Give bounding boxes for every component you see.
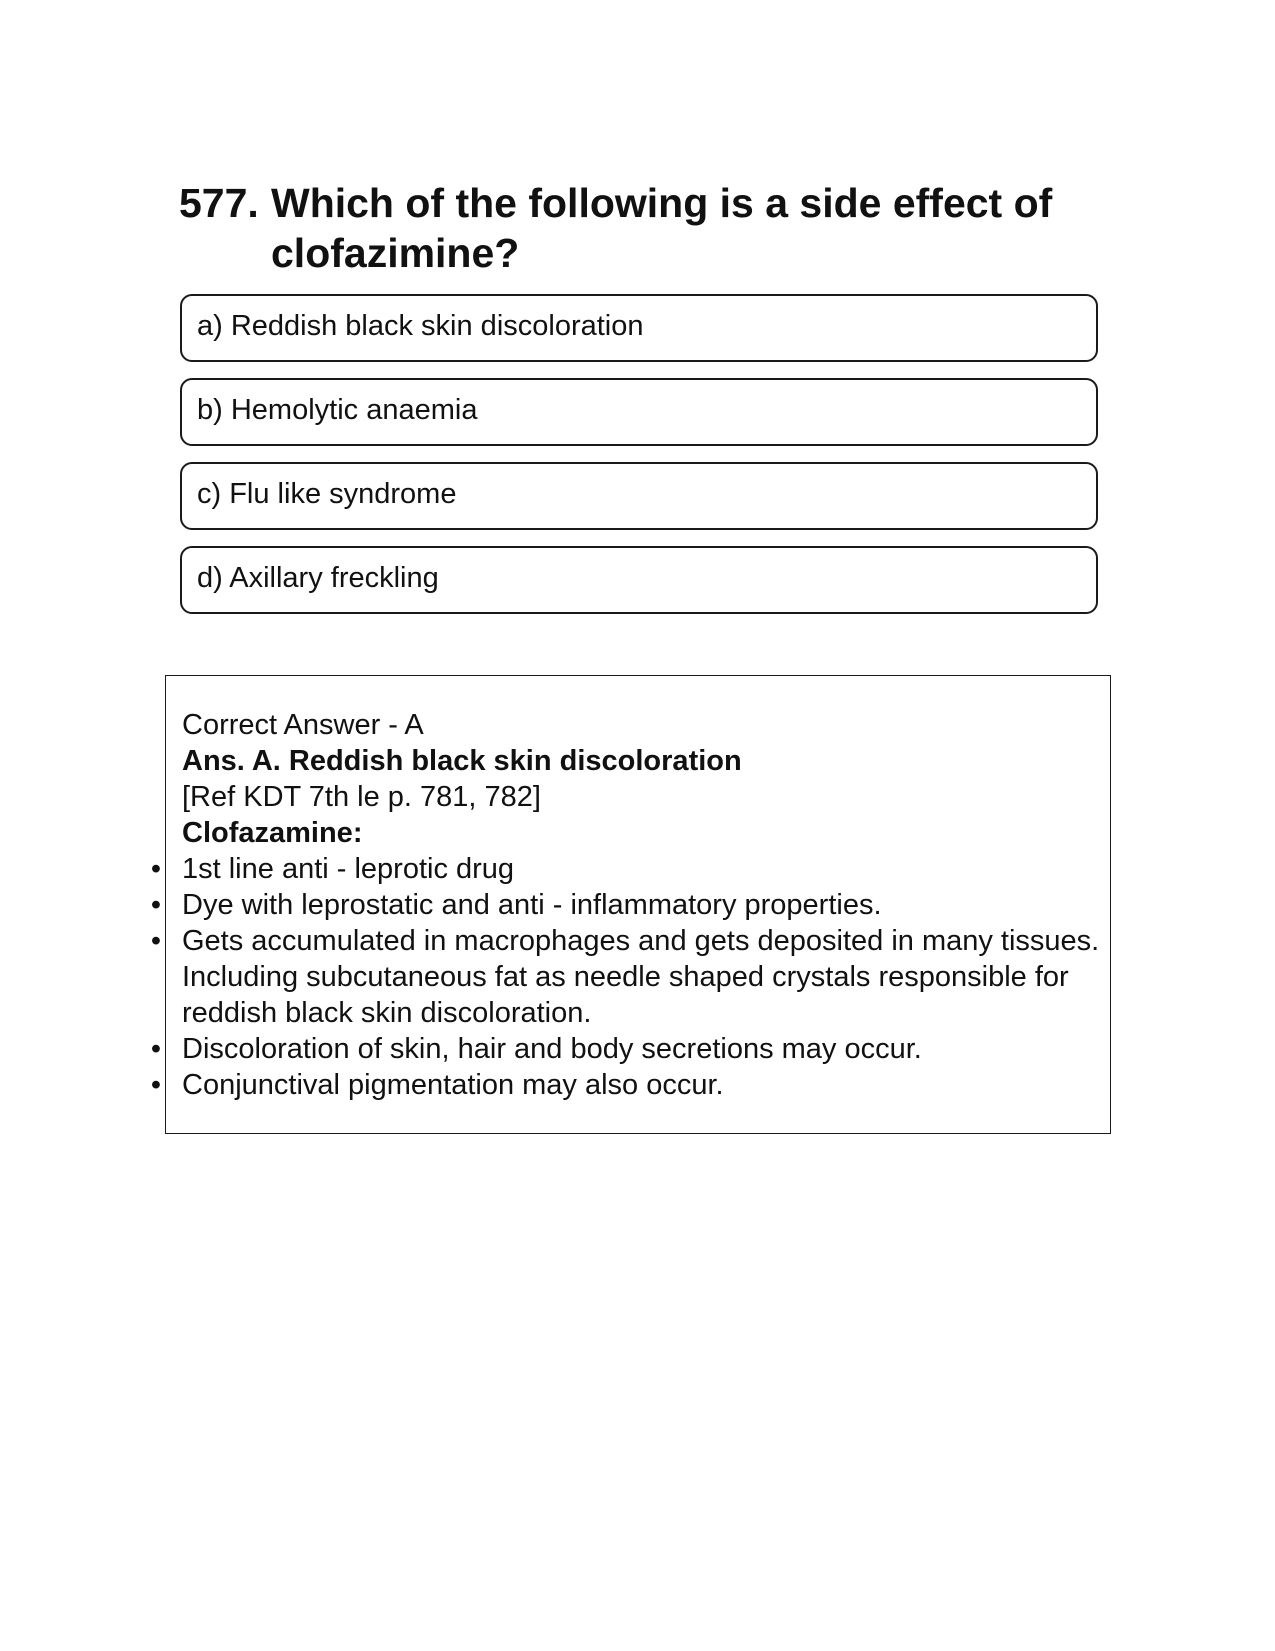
list-item — [150, 887, 1102, 923]
reference-line: [Ref KDT 7th le p. 781, 782] — [182, 781, 541, 813]
question-number: 577. — [179, 180, 259, 226]
answer-heading: Ans. A. Reddish black skin discoloration — [182, 745, 742, 777]
option-label: b) Hemolytic anaemia — [197, 393, 478, 426]
topic-heading: Clofazamine: — [182, 817, 363, 849]
option-label: c) Flu like syndrome — [197, 477, 457, 510]
correct-answer-line: Correct Answer - A — [182, 709, 424, 741]
list-item — [150, 1031, 1102, 1067]
bullet-icon: • — [150, 889, 162, 921]
list-item — [150, 923, 1102, 1031]
option-a[interactable] — [180, 294, 1098, 362]
explanation-points — [150, 851, 1102, 1103]
list-item-text: Conjunctival pigmentation may also occur. — [182, 1069, 724, 1101]
option-label: d) Axillary freckling — [197, 561, 439, 594]
option-c[interactable] — [180, 462, 1098, 530]
bullet-icon: • — [150, 1033, 162, 1065]
list-item-text: Gets accumulated in macrophages and gets deposited in many tissues. Including subcutaneous fat as needle shaped crystals responsible for reddish black skin discoloration. — [182, 925, 1100, 1029]
list-item — [150, 851, 1102, 887]
list-item-text: 1st line anti - leprotic drug — [182, 853, 515, 885]
list-item-text: Discoloration of skin, hair and body secretions may occur. — [182, 1033, 922, 1065]
bullet-icon: • — [150, 1069, 162, 1101]
bullet-icon: • — [150, 925, 162, 957]
list-item-text: Dye with leprostatic and anti - inflammatory properties. — [182, 889, 882, 921]
answer-content — [150, 707, 1102, 1103]
option-d[interactable] — [180, 546, 1098, 614]
list-item — [150, 1067, 1102, 1103]
options-list — [180, 294, 1098, 630]
option-b[interactable] — [180, 378, 1098, 446]
question-heading — [179, 178, 1109, 278]
answer-explanation-box — [150, 675, 1111, 1134]
question-text: Which of the following is a side effect of clofazimine? — [271, 180, 1053, 276]
bullet-icon: • — [150, 853, 162, 885]
option-label: a) Reddish black skin discoloration — [197, 309, 644, 342]
